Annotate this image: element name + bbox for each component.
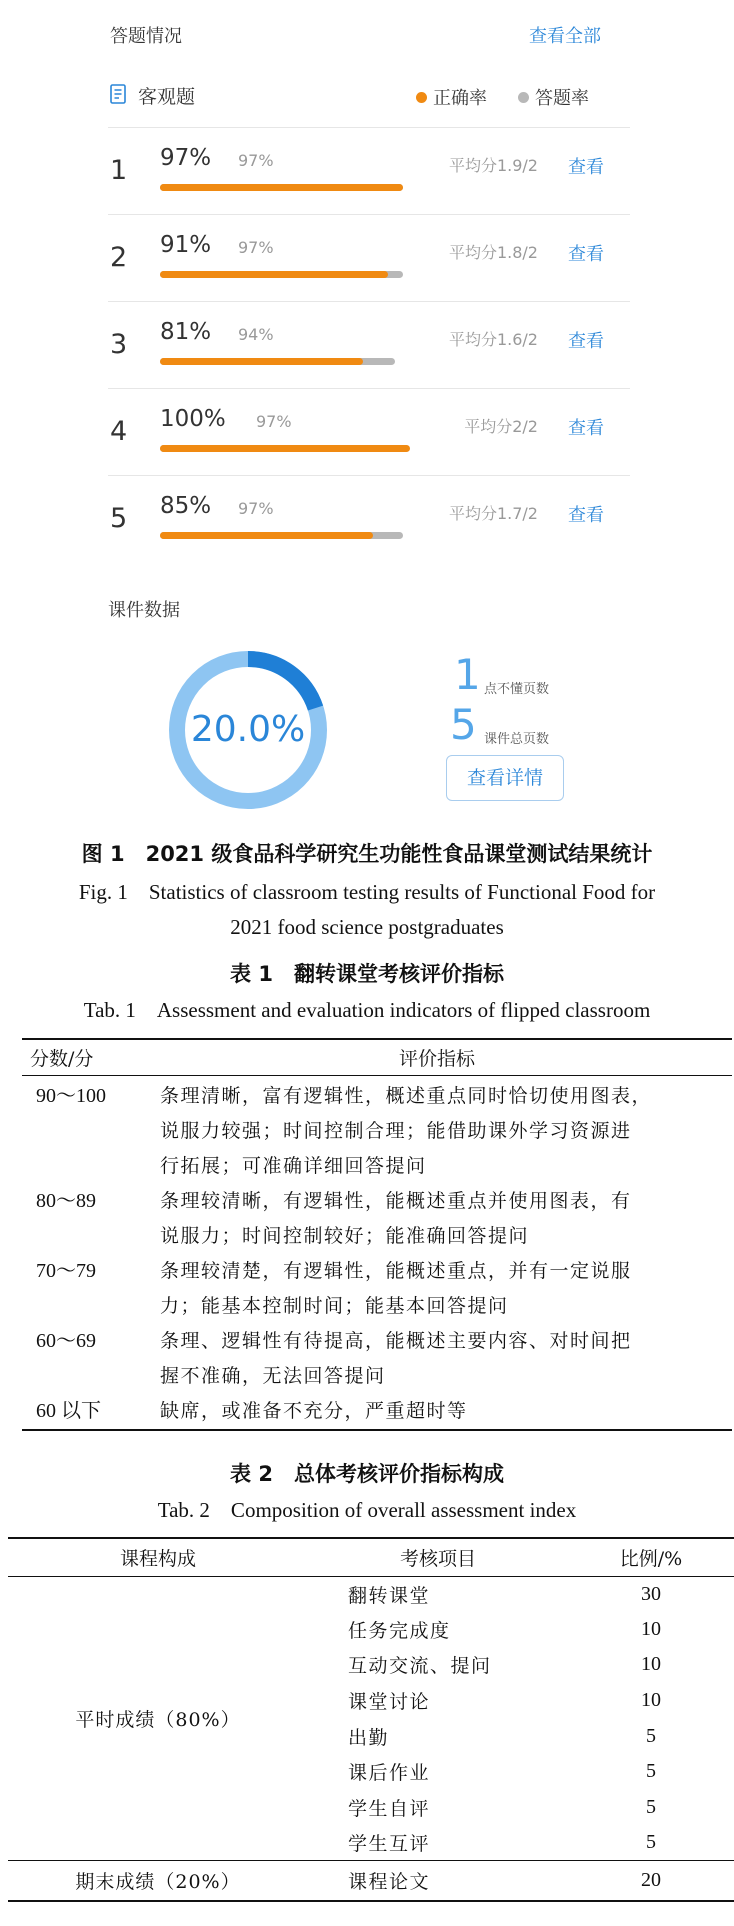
legend-dot-correct: [416, 92, 427, 103]
question-row: [88, 475, 636, 562]
table2-header-item: 考核项目: [308, 1538, 568, 1576]
table2-header-row: [8, 1538, 734, 1576]
donut-chart: [168, 650, 328, 810]
view-question-button[interactable]: 查看: [568, 418, 604, 439]
courseware-title: 课件数据: [108, 600, 180, 621]
table1-caption-en: Tab. 1 Assessment and evaluation indicators of flipped classroom: [83, 998, 651, 1022]
table1-score: 90～100: [36, 1084, 106, 1107]
legend-answered: [518, 84, 589, 110]
question-number: 2: [110, 242, 128, 273]
answer-rate-bar: [160, 358, 395, 365]
table2-item: 学生互评: [348, 1833, 431, 1856]
view-question-button[interactable]: 查看: [568, 244, 604, 265]
table1-desc-line: 力；能基本控制时间；能基本回答提问: [160, 1294, 509, 1317]
table2-item: 任务完成度: [348, 1619, 451, 1642]
question-number: 4: [110, 416, 128, 447]
correct-rate-bar: [160, 271, 388, 278]
total-pages-label: 课件总页数: [484, 732, 550, 747]
table2-item: 课堂讨论: [348, 1691, 431, 1714]
table1-description: [142, 1394, 732, 1430]
table2-ratio: 10: [641, 1617, 661, 1640]
question-number: 1: [110, 155, 128, 186]
table2-caption-zh: 表 2 总体考核评价指标构成: [230, 1462, 504, 1486]
table1-score: 70～79: [36, 1259, 96, 1282]
table2-row: [8, 1576, 734, 1612]
answer-rate-bar: [160, 532, 403, 539]
table1-row: [22, 1324, 732, 1394]
figure1-caption-zh: 图 1 2021 级食品科学研究生功能性食品课堂测试结果统计: [81, 842, 653, 866]
table2: [8, 1537, 734, 1902]
table2-header-composition: 课程构成: [8, 1538, 308, 1576]
table2-ratio: 30: [641, 1582, 661, 1605]
correct-rate: 85%: [160, 493, 212, 519]
table2-item: 互动交流、提问: [348, 1655, 492, 1678]
table1-desc-line: 握不准确，无法回答提问: [160, 1364, 386, 1387]
correct-rate: 91%: [160, 232, 212, 258]
table1-header-indicator: 评价指标: [142, 1039, 732, 1075]
table1-header-row: [22, 1039, 732, 1075]
divider: [108, 214, 630, 215]
question-number: 5: [110, 503, 128, 534]
question-number: 3: [110, 329, 128, 360]
table2-ratio: 20: [568, 1861, 734, 1901]
table1-row: [22, 1394, 732, 1430]
legend-answered-label: 答题率: [535, 88, 589, 109]
legend-correct: [416, 84, 487, 110]
table1-description: [142, 1075, 732, 1184]
table1-desc-line: 说服力较强；时间控制合理；能借助课外学习资源进: [160, 1119, 632, 1142]
table1-description: [142, 1184, 732, 1254]
table2-ratio: 5: [646, 1795, 656, 1818]
table1-description: [142, 1254, 732, 1324]
correct-rate-bar: [160, 184, 403, 191]
table2-ratio: 5: [646, 1724, 656, 1747]
total-pages-count: 5: [450, 700, 477, 749]
average-score: 平均分1.9/2: [448, 156, 538, 175]
document-icon: [110, 84, 126, 104]
table2-item: 翻转课堂: [348, 1584, 431, 1607]
not-understood-label: 点不懂页数: [484, 682, 550, 697]
table1-header-score: 分数/分: [22, 1039, 142, 1075]
not-understood-count: 1: [454, 650, 481, 699]
answer-section-title: 答题情况: [110, 26, 182, 47]
view-detail-button[interactable]: 查看详情: [446, 755, 564, 801]
table2-regular-label: 平时成绩（80%）: [75, 1708, 241, 1731]
divider: [108, 301, 630, 302]
table1-desc-line: 行拓展；可准确详细回答提问: [160, 1154, 427, 1177]
correct-rate: 100%: [160, 406, 226, 432]
table2-ratio: 5: [646, 1831, 656, 1854]
objective-header: [110, 82, 630, 112]
legend-dot-answered: [518, 92, 529, 103]
table2-ratio: 10: [641, 1689, 661, 1712]
table2-item: 学生自评: [348, 1797, 431, 1820]
table2-row: [8, 1861, 734, 1901]
table2-ratio: 10: [641, 1653, 661, 1676]
average-score: 平均分1.7/2: [448, 504, 538, 523]
donut-percent: 20.0%: [190, 709, 306, 750]
table1-desc-line: 条理清晰，富有逻辑性，概述重点同时恰切使用图表，: [160, 1084, 653, 1107]
legend-correct-label: 正确率: [433, 88, 487, 109]
table1-desc-line: 条理较清晰，有逻辑性，能概述重点并使用图表，有: [160, 1189, 632, 1212]
table1-desc-line: 条理、逻辑性有待提高，能概述主要内容、对时间把: [160, 1329, 632, 1352]
divider: [108, 475, 630, 476]
figure1-caption-en-line2: 2021 food science postgraduates: [230, 915, 504, 939]
table2-ratio: 5: [646, 1760, 656, 1783]
correct-rate: 81%: [160, 319, 212, 345]
correct-rate-bar: [160, 445, 410, 452]
view-question-button[interactable]: 查看: [568, 331, 604, 352]
question-row: [88, 301, 636, 388]
table1: [22, 1038, 732, 1431]
table1-caption-zh: 表 1 翻转课堂考核评价指标: [230, 962, 504, 986]
question-row: [88, 214, 636, 301]
average-score: 平均分1.8/2: [448, 243, 538, 262]
table2-caption-en: Tab. 2 Composition of overall assessment index: [157, 1498, 577, 1522]
view-question-button[interactable]: 查看: [568, 157, 604, 178]
average-score: 平均分2/2: [464, 417, 538, 436]
objective-label: 客观题: [138, 86, 196, 108]
correct-rate-bar: [160, 532, 373, 539]
table1-score: 60 以下: [22, 1394, 142, 1430]
table1-row: [22, 1184, 732, 1254]
view-all-link[interactable]: 查看全部: [529, 26, 601, 47]
answer-rate: 94%: [238, 325, 274, 344]
correct-rate: 97%: [160, 145, 212, 171]
answer-rate: 97%: [256, 412, 292, 431]
app-screenshot: [88, 0, 636, 820]
average-score: 平均分1.6/2: [448, 330, 538, 349]
table1-row: [22, 1075, 732, 1184]
answer-rate: 97%: [238, 151, 274, 170]
view-question-button[interactable]: 查看: [568, 505, 604, 526]
table1-score: 80～89: [36, 1189, 96, 1212]
table2-item: 课程论文: [308, 1861, 568, 1901]
divider: [108, 388, 630, 389]
question-row: [88, 127, 636, 214]
table1-row: [22, 1254, 732, 1324]
figure1-caption-en-line1: Fig. 1 Statistics of classroom testing results of Functional Food for: [78, 880, 656, 904]
answer-rate-bar: [160, 184, 403, 191]
correct-rate-bar: [160, 358, 363, 365]
table1-score: 60～69: [36, 1329, 96, 1352]
answer-rate: 97%: [238, 499, 274, 518]
question-row: [88, 388, 636, 475]
table2-header-ratio: 比例/%: [568, 1538, 734, 1576]
table1-desc-line: 缺席，或准备不充分，严重超时等: [160, 1399, 468, 1422]
answer-rate-bar: [160, 445, 403, 452]
divider: [108, 127, 630, 128]
table1-description: [142, 1324, 732, 1394]
table2-item: 出勤: [348, 1726, 390, 1749]
table2-item: 课后作业: [348, 1762, 431, 1785]
answer-rate: 97%: [238, 238, 274, 257]
table1-desc-line: 说服力；时间控制较好；能准确回答提问: [160, 1224, 530, 1247]
table2-final-label: 期末成绩（20%）: [8, 1861, 308, 1901]
table1-desc-line: 条理较清楚，有逻辑性，能概述重点，并有一定说服: [160, 1259, 632, 1282]
answer-rate-bar: [160, 271, 403, 278]
